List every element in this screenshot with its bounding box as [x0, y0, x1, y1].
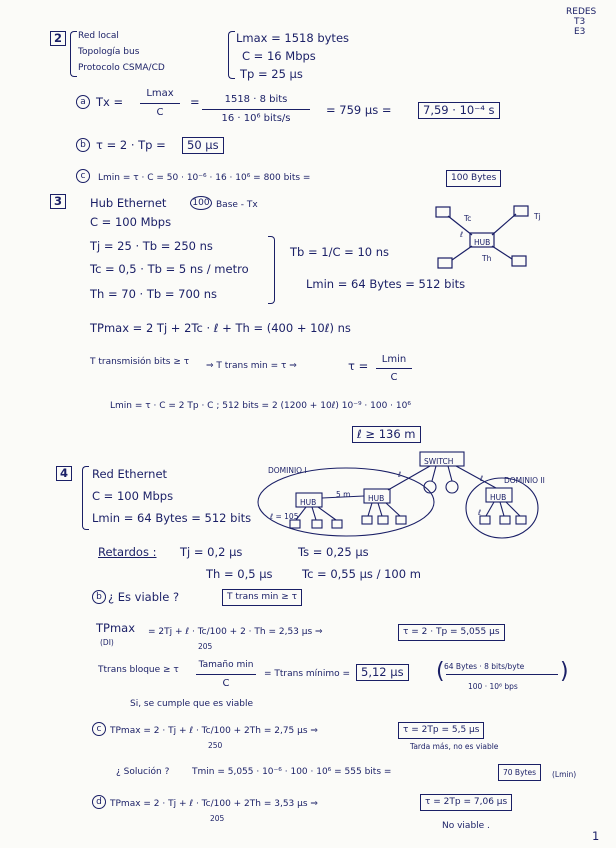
p4-diagram-hub: HUB: [300, 498, 317, 507]
p4-d-under: 205: [210, 814, 225, 823]
fraction-bar: [446, 674, 558, 675]
p2-a-lhs: Tx =: [96, 95, 124, 109]
p3-cond-lhs: T transmisión bits ≥ τ: [90, 357, 190, 367]
p4-b2-side-den: 100 · 10⁶ bps: [468, 682, 518, 691]
item-c-marker: c: [92, 722, 106, 736]
p3-title: Hub Ethernet: [90, 196, 167, 210]
p4-c2-tail: (Lmin): [552, 770, 577, 779]
p4-b-eq-lhs: TPmax: [96, 621, 136, 635]
p2-param-lmax: Lmax = 1518 bytes: [236, 31, 350, 45]
p4-th: Th = 0,5 μs: [206, 567, 273, 581]
p4-ts: Ts = 0,25 μs: [298, 545, 369, 559]
p4-c-result: τ = 2Tp = 5,5 μs: [398, 722, 484, 739]
p3-tb: Tb = 1/C = 10 ns: [290, 245, 390, 259]
p4-c-eq: TPmax = 2 · Tj + ℓ · Tc/100 + 2Th = 2,75 μs ⇒: [110, 726, 318, 736]
p3-cond-den: C: [390, 372, 398, 383]
p3-diagram-tj: Tj: [534, 212, 541, 221]
p4-b-question: ¿ Es viable ?: [108, 590, 180, 604]
p4-b-eq-under: 205: [198, 642, 213, 651]
p4-d-eq: TPmax = 2 · Tj + ℓ · Tc/100 + 2Th = 3,53 μs ⇒: [110, 799, 318, 809]
p4-given-1: Red Ethernet: [92, 467, 168, 481]
page-number: 1: [592, 829, 600, 843]
p4-diagram-hub-3: HUB: [490, 493, 507, 502]
paren-close: ): [560, 659, 569, 684]
p3-diagram-tc: Tc: [464, 214, 472, 223]
p3-tj: Tj = 25 · Tb = 250 ns: [90, 239, 213, 253]
p4-diagram-hub-2: HUB: [368, 494, 385, 503]
problem-2-number: 2: [50, 31, 66, 46]
p3-title-rest: Base - Tx: [216, 200, 258, 210]
item-a-marker: a: [76, 95, 90, 109]
p4-diagram-l-mid: ℓ: [398, 470, 402, 479]
p2-a-f2-num: 1518 · 8 bits: [224, 94, 288, 105]
p4-b-note: Si, se cumple que es viable: [130, 699, 254, 709]
p2-param-tp: Tp = 25 μs: [240, 67, 303, 81]
p2-given-2: Topología bus: [78, 47, 140, 57]
p3-cond-mid: ⇒ T trans min = τ ⇒: [206, 361, 297, 371]
p4-diagram-dom1: DOMINIO I: [268, 466, 307, 475]
header-topic: T3: [574, 17, 586, 27]
p2-a-f1-num: Lmax: [146, 88, 174, 99]
equals-sign: =: [190, 95, 200, 109]
p2-given-1: Red local: [78, 31, 119, 41]
p4-b2-f-den: C: [222, 678, 230, 689]
p3-th: Th = 70 · Tb = 700 ns: [90, 287, 218, 301]
p2-b-text: τ = 2 · Tp =: [96, 138, 166, 152]
item-d-marker: d: [92, 795, 106, 809]
p4-c-note: Tarda más, no es viable: [410, 742, 499, 751]
p4-diagram-l-far: ℓ: [480, 474, 484, 483]
p4-given-2: C = 100 Mbps: [92, 489, 174, 503]
p2-a-result: 7,59 · 10⁻⁴ s: [418, 102, 500, 119]
p3-cond-tau: τ =: [348, 359, 369, 373]
p2-a-f1-den: C: [156, 107, 164, 118]
p4-b2-lhs: Ttrans bloque ≥ τ: [98, 665, 179, 675]
p3-tpmax: TPmax = 2 Tj + 2Tc · ℓ + Th = (400 + 10ℓ) ns: [90, 321, 351, 335]
p4-b-result: τ = 2 · Tp = 5,055 μs: [398, 624, 505, 641]
p2-param-c: C = 16 Mbps: [242, 49, 316, 63]
p3-diagram-l: ℓ: [460, 230, 464, 239]
p4-diagram-dom2: DOMINIO II: [504, 476, 545, 485]
p3-diagram-hub: HUB: [474, 238, 491, 247]
p4-diagram-l-left: ℓ = 105: [270, 512, 299, 521]
p4-d-note: No viable .: [442, 821, 490, 831]
p4-b-box: T trans min ≥ τ: [222, 589, 302, 606]
p4-diagram-5m: 5 m: [336, 490, 351, 499]
p3-eq: Lmin = τ · C = 2 Tp · C ; 512 bits = 2 (1200 + 10ℓ) 10⁻⁹ · 100 · 10⁶: [110, 401, 411, 411]
p2-c-result: 100 Bytes: [446, 170, 501, 187]
p2-b-result: 50 μs: [182, 137, 224, 154]
p2-a-f2-den: 16 · 10⁶ bits/s: [221, 113, 291, 124]
p4-d-result: τ = 2Tp = 7,06 μs: [420, 794, 512, 811]
p4-b2-mid: = Ttrans mínimo =: [264, 669, 351, 679]
p4-b2-side-num: 64 Bytes · 8 bits/byte: [444, 662, 525, 671]
item-b-marker: b: [76, 138, 90, 152]
paren-open: (: [436, 659, 445, 684]
p4-given-3: Lmin = 64 Bytes = 512 bits: [92, 511, 252, 525]
p2-a-mid: = 759 μs =: [326, 103, 392, 117]
p4-b2-f-num: Tamaño min: [198, 660, 254, 670]
p4-c2-result: 70 Bytes: [498, 764, 541, 781]
p4-tc: Tc = 0,55 μs / 100 m: [302, 567, 421, 581]
header-course: REDES: [566, 7, 597, 17]
problem-4-number: 4: [56, 466, 72, 481]
p3-diagram-th: Th: [482, 254, 492, 263]
p2-c-text: Lmin = τ · C = 50 · 10⁻⁶ · 16 · 10⁶ = 800 bits =: [98, 173, 311, 183]
p4-c2-question: ¿ Solución ?: [116, 767, 170, 777]
p4-b-eq-sub: (DI): [100, 638, 114, 647]
p3-result: ℓ ≥ 136 m: [352, 426, 421, 443]
p3-tc: Tc = 0,5 · Tb = 5 ns / metro: [90, 262, 249, 276]
p4-diagram-switch: SWITCH: [424, 457, 454, 466]
p3-title-circle: 100: [190, 196, 212, 210]
p2-given-3: Protocolo CSMA/CD: [78, 63, 165, 73]
item-b-marker: b: [92, 590, 106, 604]
header-exercise: E3: [574, 27, 586, 37]
p4-retardos-label: Retardos :: [98, 545, 157, 559]
p3-lmin: Lmin = 64 Bytes = 512 bits: [306, 277, 466, 291]
p4-c2-eq: Tmin = 5,055 · 10⁻⁶ · 100 · 10⁶ = 555 bits =: [192, 767, 392, 777]
p4-c-under: 250: [208, 741, 223, 750]
fraction-bar: [196, 674, 256, 675]
p4-b2-result: 5,12 μs: [356, 664, 409, 681]
p4-tj: Tj = 0,2 μs: [180, 545, 243, 559]
problem-3-number: 3: [50, 194, 66, 209]
p4-b-eq: = 2Tj + ℓ · Tc/100 + 2 · Th = 2,53 μs ⇒: [148, 627, 323, 637]
p3-cond-num: Lmin: [381, 354, 407, 365]
p4-diagram-l-right: ℓ: [478, 508, 482, 517]
item-c-marker: c: [76, 169, 90, 183]
p3-capacity: C = 100 Mbps: [90, 215, 172, 229]
